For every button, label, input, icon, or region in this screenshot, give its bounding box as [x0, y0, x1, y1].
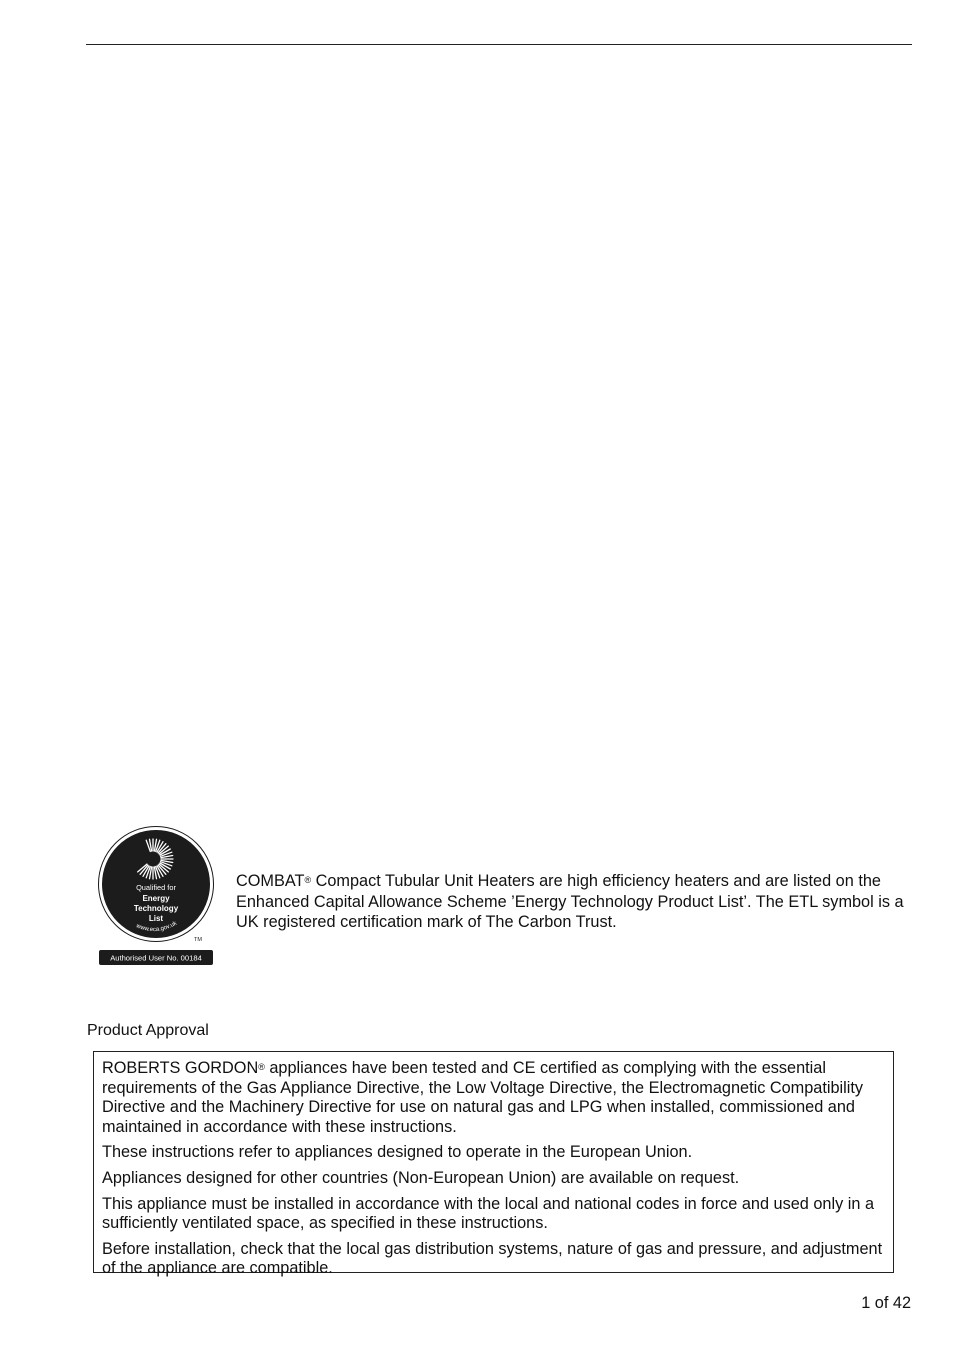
etl-logo-line3: Technology: [133, 904, 179, 913]
etl-logo-line2: Energy: [142, 894, 170, 903]
etl-description-text: Compact Tubular Unit Heaters are high efficiency heaters and are listed on the Enhanced Capital Allowance Scheme ’Energy Technology Product List’. The ETL symbol is a UK registered certification mark of The Carbon Trust.: [236, 872, 904, 932]
header-rule: [86, 44, 912, 45]
approval-paragraph-5: Before installation, check that the local gas distribution systems, nature of gas and pressure, and adjustment of the appliance are compatible.: [102, 1239, 883, 1278]
etl-description: [236, 871, 912, 933]
page-number: 1 of 42: [861, 1294, 911, 1312]
etl-logo-line4: List: [148, 914, 164, 923]
approval-brand: ROBERTS GORDON: [102, 1059, 259, 1077]
etl-authorised-badge: Authorised User No. 00184: [110, 953, 202, 963]
etl-logo-tm: TM: [194, 937, 202, 943]
approval-heading: Product Approval: [87, 1022, 209, 1039]
approval-paragraph-1: [102, 1059, 885, 1137]
approval-paragraph-3: Appliances designed for other countries (Non-European Union) are available on request.: [102, 1168, 740, 1187]
etl-reg-mark: ®: [304, 875, 312, 885]
etl-logo-url: www.eca.gov.uk: [135, 920, 178, 934]
etl-logo: [96, 826, 216, 968]
etl-logo-line1: Qualified for: [136, 883, 176, 892]
approval-paragraph-1-text: appliances have been tested and CE certified as complying with the essential requirements of the Gas Appliance Directive, the Low Voltage Directive, the Electromagnetic Compatibility Directive and the Machinery Directive for use on natural gas and LPG when installed, commissioned and maintained in accordance with these instructions.: [102, 1059, 864, 1136]
approval-paragraph-4: This appliance must be installed in accordance with the local and national codes in force and used only in a sufficiently ventilated space, as specified in these instructions.: [102, 1194, 875, 1233]
etl-section: [96, 826, 916, 971]
etl-brand: COMBAT: [236, 872, 305, 890]
approval-box: [93, 1051, 894, 1278]
approval-paragraph-2: These instructions refer to appliances designed to operate in the European Union.: [102, 1143, 693, 1162]
approval-reg-mark: ®: [258, 1062, 265, 1072]
